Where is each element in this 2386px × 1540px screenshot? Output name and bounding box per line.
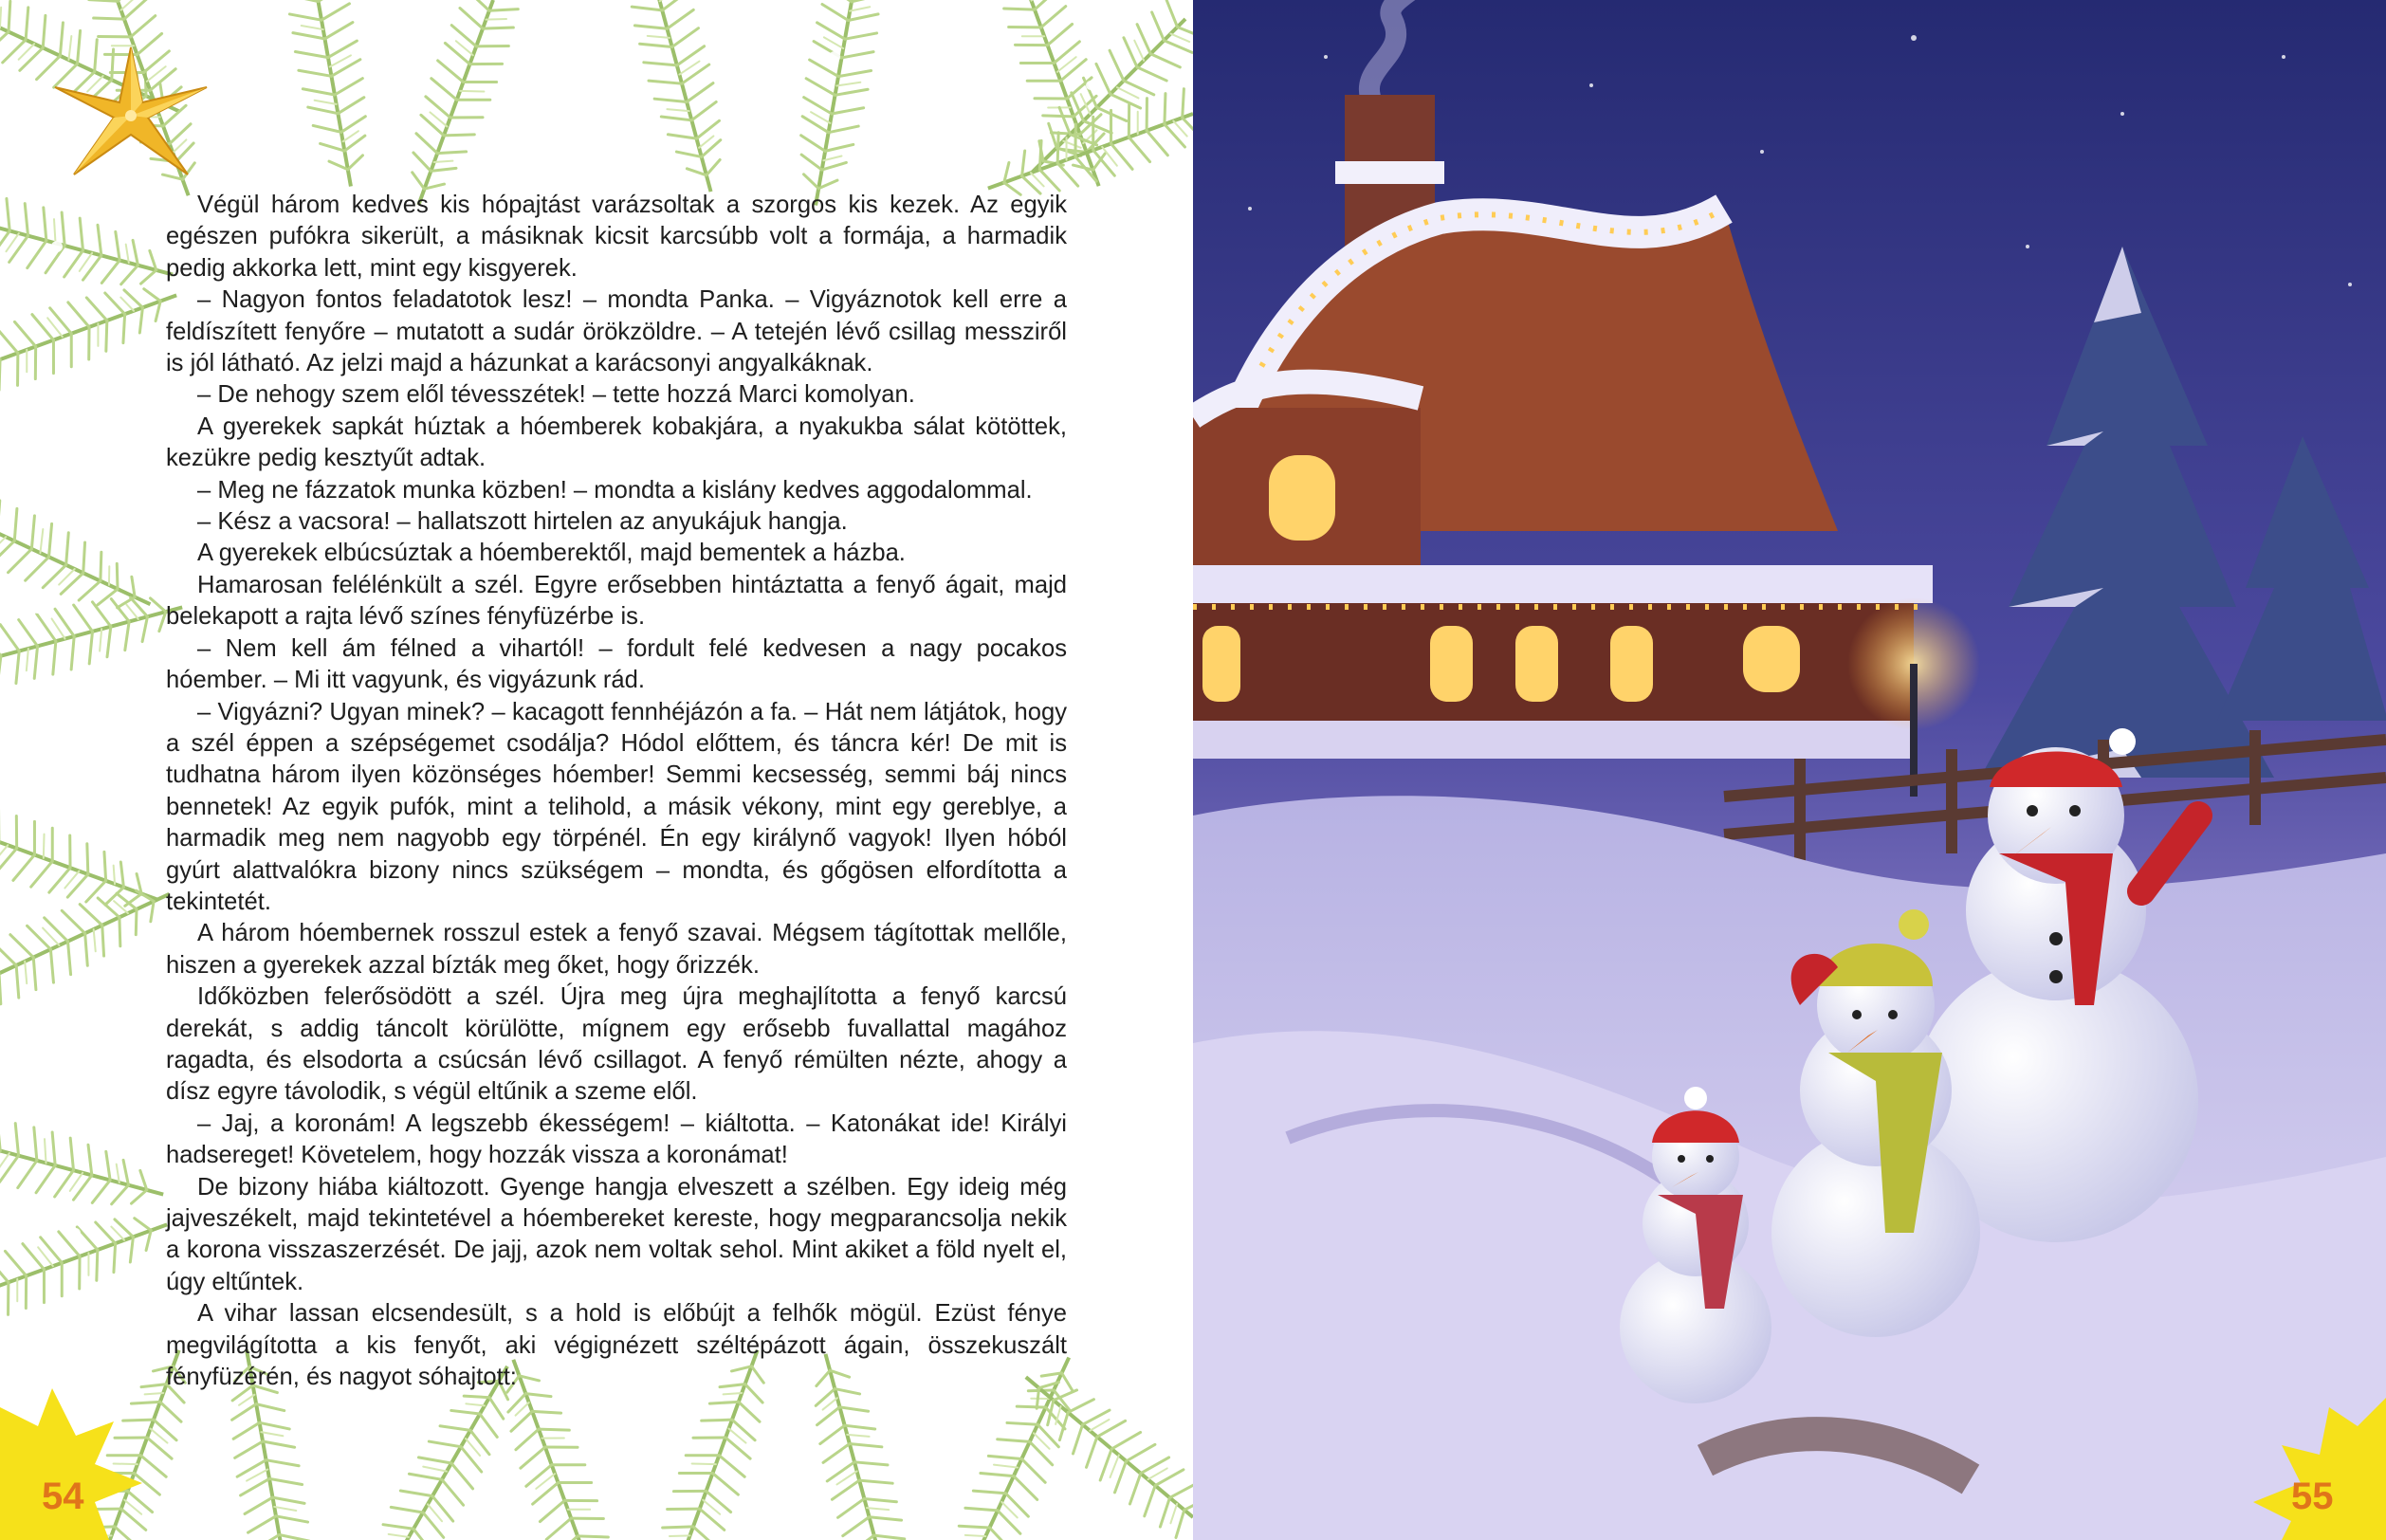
story-paragraph: A gyerekek elbúcsúztak a hóemberektől, majd bementek a házba. [197,540,906,567]
story-paragraph: – Kész a vacsora! – hallatszott hirtelen az anyukájuk hangja. [197,508,848,536]
winter-night-illustration [1193,0,2386,1540]
story-paragraph: A vihar lassan elcsendesült, s a hold is előbújt a felhők mögül. Ezüst fénye megvilágította a kis fenyőt, aki végignézett széltépázott ágain, összekuszált fényfüzérén, és nagyot sóhajtott: [166,1300,1067,1391]
story-paragraph: – Vigyázni? Ugyan minek? – kacagott fennhéjázón a fa. – Hát nem látjátok, hogy a szél éppen a szépségemet csodálja? Hódol előttem, és táncra kér! De mit is tudhatna három ilyen közönséges hóember! Semmi kecsesség, semmi báj nincs bennetek! Az egyik pufók, mint a telihold, a másik vékony, mint egy gereblye, a harmadik meg nem nagyobb egy törpénél. Én egy királynő vagyok! Ilyen hóból gyúrt alattvalókra bizony nincs szükségem – mondta, és gőgösen elfordította a tekintetét. [166,698,1067,915]
story-paragraph: A gyerekek sapkát húztak a hóemberek kobakjára, a nyakukba sálat kötöttek, kezükre pedig kesztyűt adtak. [166,412,1067,472]
story-paragraph: A három hóembernek rosszul estek a fenyő szavai. Mégsem tágítottak mellőle, hiszen a gyerekek azzal bízták meg őket, hogy őrizzék. [166,920,1067,979]
page-number-badge-left [0,1369,190,1540]
story-text [166,190,1067,1393]
story-paragraph: – Jaj, a koronám! A legszebb ékességem! – kiáltotta. – Katonákat ide! Királyi hadsereget! Követelem, hogy hozzák vissza a koronámat! [166,1109,1067,1169]
story-paragraph: – Nagyon fontos feladatotok lesz! – mondta Panka. – Vigyáznotok kell erre a feldíszített fenyőre – mutatott a sudár örökzöldre. – A tetején lévő csillag messziről is jól látható. Az jelzi majd a házunkat a karácsonyi angyalkáknak. [166,286,1067,377]
page-number-left: 54 [42,1476,84,1517]
right-page [1193,0,2386,1540]
story-paragraph: – De nehogy szem elől tévesszétek! – tette hozzá Marci komolyan. [197,381,915,409]
story-paragraph: Időközben felerősödött a szél. Újra meg újra meghajlította a fenyő karcsú derekát, s addig táncolt körülötte, mígnem egy erősebb fuvallattal magához ragadta, és elsodorta a csúcsán lévő csillagot. A fenyő rémülten nézte, ahogy a dísz egyre távolodik, s végül eltűnik a szeme elől. [166,983,1067,1106]
story-paragraph: – Meg ne fázzatok munka közben! – mondta a kislány kedves aggodalommal. [197,476,1033,504]
page-number-right: 55 [2291,1476,2334,1517]
story-paragraph: De bizony hiába kiáltozott. Gyenge hangja elveszett a szélben. Egy ideig még jajveszékelt, majd tekintetével a hóembereket kereste, hogy megparancsolja nekik a korona visszaszerzését. De jajj, azok nem voltak sehol. Mint akiket a föld nyelt el, úgy eltűntek. [166,1173,1067,1295]
story-paragraph: Végül három kedves kis hópajtást varázsoltak a szorgos kis kezek. Az egyik egészen pufókra sikerült, a másiknak kicsit karcsúbb volt a formája, a harmadik pedig akkorka lett, mint egy kisgyerek. [166,192,1067,282]
gold-star-icon [0,0,247,209]
story-paragraph: Hamarosan felélénkült a szél. Egyre erősebben hintáztatta a fenyő ágait, majd belekapott a rajta lévő színes fényfüzérbe is. [166,571,1067,631]
story-paragraph: – Nem kell ám félned a vihartól! – fordult felé kedvesen a nagy pocakos hóember. – Mi itt vagyunk, és vigyázunk rád. [166,634,1067,694]
